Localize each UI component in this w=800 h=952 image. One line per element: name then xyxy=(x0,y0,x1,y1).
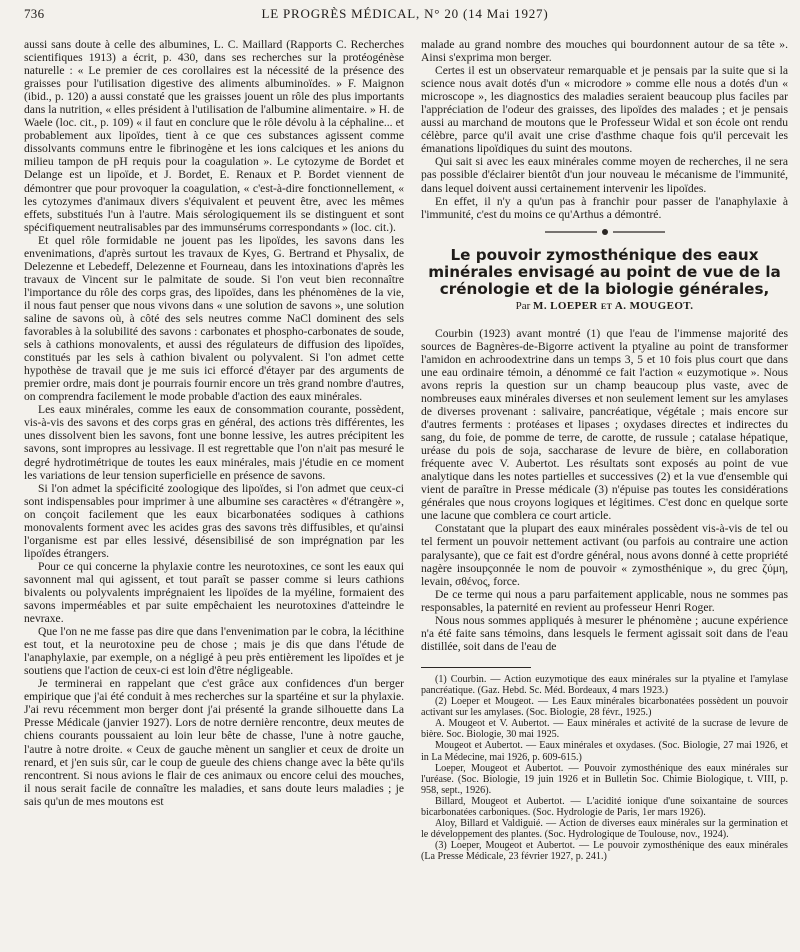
section-separator xyxy=(545,227,665,237)
footnote: (3) Loeper, Mougeot et Aubertot. — Le pouvoir zymosthénique des eaux minérales (La Presse Médicale, 23 février 1927, p. 241.) xyxy=(421,840,788,863)
page-number: 736 xyxy=(24,6,45,21)
article-title: Le pouvoir zymosthénique des eaux minérales envisagé au point de vue de la crénologie et de la biologie générales, xyxy=(428,245,781,298)
paragraph: Qui sait si avec les eaux minérales comme moyen de recherches, il ne sera pas possible d'éclairer bientôt d'un jour nouveau le mécanisme de l'immunité, dans lequel doivent aussi certainement intervenir les lipoïdes. xyxy=(421,155,788,195)
paragraph: Constatant que la plupart des eaux minérales possèdent vis-à-vis de tel ou tel ferment un pouvoir nettement activant (ou parfois au contraire une action paralysante), que ce fait est d'ordre général, nous avons donné à cette propriété nagère insoupçonnée le nom de pouvoir « zymosthénique », du grec ζύμη, levain, σθένος, force. xyxy=(421,522,788,588)
footnote: (2) Loeper et Mougeot. — Les Eaux minérales bicarbonatées possèdent un pouvoir activant sur les amylases. (Soc. Biologie, 28 févr., 1925.) xyxy=(421,696,788,719)
paragraph: Les eaux minérales, comme les eaux de consommation courante, possèdent, vis-à-vis des savons et des corps gras en général, des actions très différentes, les unes dissolvent bien les savons, font une bonne lessive, les autres précipitent les savons, sont impropres au lessivage. Il est regrettable que l'on n'ait pas mesuré le degré hydrotimétrique de toutes les eaux minérales, mais j'étudie en ce moment les variations de leur tension superficielle en présence de savons. xyxy=(24,403,404,482)
running-header xyxy=(24,4,786,22)
paragraph: Et quel rôle formidable ne jouent pas les lipoïdes, les savons dans les envenimations, d'après surtout les travaux de Kyes, G. Bertrand et Physalix, de Delezenne et Lebedeff, Delezenne et Fourneau, dans les intoxinations d'après les travaux de Vincent sur le palmitate de soude. Si l'on veut bien reconnaître l'importance du rôle des corps gras, des lipoïdes, dans les phénomènes de la vie, il nous faut penser que nous vivons dans « une solution de savons », une solution saline de savons où, à côté des sels neutres comme NaCl dominent des sels favorables à la solubilité des savons : carbonates et phospho-carbonates de soude, sels à cathions monovalents, et aussi des régulateurs de diffusion des lipoïdes, constitués par les sels à cathion bivalent ou polyvalent. Si l'on admet cette hypothèse de travail que je me suis ici efforcé d'étayer par des arguments de premier ordre, mais dont je pourrais fournir encore un très grand nombre d'autres, on comprendra facilement le mode probable d'action des eaux minérales. xyxy=(24,233,404,404)
byline-authors: M. LOEPER et A. MOUGEOT. xyxy=(533,299,694,312)
paragraph: Je terminerai en rappelant que c'est grâce aux confidences d'un berger empirique que j'ai été conduit à mes recherches sur la spartéine et sur la phylaxie. J'ai revu récemment mon berger dont j'ai présenté la grande silhouette dans La Presse Médicale (janvier 1927). Lors de notre dernière rencontre, deux meutes de chiens courants poussaient au loin leur bête de chasse, l'une à notre gauche, l'autre à notre droite. « Ceux de gauche mènent un sanglier et ceux de droite un renard, et j'en suis sûr, car le coup de gueule des chiens change avec la bête qu'ils rencontrent. Si nous avions le flair de ces animaux ou encore celui des mouches, il nous serait facile de connaître les maladies, et sans doute leurs maladies ; je sais qu'un de mes moutons est xyxy=(24,677,404,808)
paragraph: De ce terme qui nous a paru parfaitement applicable, nous ne sommes pas responsables, la paternité en revient au professeur Henri Roger. xyxy=(421,587,788,614)
footnote: Mougeot et Aubertot. — Eaux minérales et oxydases. (Soc. Biologie, 27 mai 1926, et in La Médecine, mai 1926, p. 609-615.) xyxy=(421,740,788,763)
paragraph: Si l'on admet la spécificité zoologique des lipoïdes, si l'on admet que ceux-ci sont indispensables pour imprimer à une albumine ses caractères « d'étrangère », on conçoit facilement que les eaux bicarbonatées sodiques à cathions monovalents forment avec les acides gras des savons très diffusibles, et qu'ainsi l'organisme est par elles lessivé, désensibilisé de son imprégnation par les lipoïdes étrangers. xyxy=(24,481,404,560)
footnote: Aloy, Billard et Valdiguié. — Action de diverses eaux minérales sur la germination et le développement des plantes. (Soc. Hydrologique de Toulouse, nov., 1924). xyxy=(421,818,788,841)
paragraph: aussi sans doute à celle des albumines, L. C. Maillard (Rapports C. Recherches scientifiques 1913) a écrit, p. 430, dans ses recherches sur la protéogénèse naturelle : « Le premier de ces corollaires est la nécessité de la présence des graisses pour l'utilisation digestive des aliments albuminoïdes. » F. Maignon (ibid., p. 120) a aussi constaté que les graisses jouent un rôle des plus importants dans la nutrition, « elles président à l'utilisation de l'albumine alimentaire. » H. de Waele (loc. cit., p. 109) « il faut en conclure que le rôle dévolu à la céphaline... et probablement aux lipoïdes, tient à ce que ces substances agissent comme dissolvants communs entre le fibrinogène et les ions calciques et les anions du milieu tampon de pH requis pour la coagulation ». Le cytozyme de Bordet et Delange est un lipoïde, et J. Bordet, E. Renaux et P. Bordet viennent de démontrer que pour provoquer la coagulation, « c'est-à-dire fonctionnellement, « les cytozymes d'animaux divers s'équivalent et peuvent être, avec les mêmes effets, substitués l'un à l'autre. Mais sérologiquement ils se distinguent et sont spécifiquement neutralisables par des immunsérums correspondants » (loc. cit.). xyxy=(24,38,404,234)
paragraph: En effet, il n'y a qu'un pas à franchir pour passer de l'anaphylaxie à l'immunité, c'est du moins ce qu'Arthus a démontré. xyxy=(421,194,788,221)
paragraph: Certes il est un observateur remarquable et je pensais par la suite que si la science nous avait dotés d'un « microdore » comme elle nous a dotés d'un « microscope », les diagnostics des maladies seraient beaucoup plus faciles par l'appréciation de l'odeur des graisses, des lipoïdes des malades ; et je pensais aussi au marchand de moutons que le Professeur Widal et son école ont rendu célèbre, parce qu'il avait une crise d'asthme chaque fois qu'il percevait les émanations lipoïdiques du suint des moutons. xyxy=(421,64,788,156)
journal-title: LE PROGRÈS MÉDICAL, N° 20 (14 Mai 1927) xyxy=(261,6,549,21)
footnote: (1) Courbin. — Action euzymotique des eaux minérales sur la ptyaline et l'amylase pancréatique. (Gaz. Hebd. Sc. Méd. Bordeaux, 4 mars 1923.) xyxy=(421,673,788,696)
article-byline xyxy=(421,300,788,313)
byline-prefix: Par xyxy=(515,299,531,312)
footnote: Billard, Mougeot et Aubertot. — L'acidité ionique d'une soixantaine de sources bicarbonatées carboniques. (Soc. Hydrologie de Paris, 1er mars 1926). xyxy=(421,795,788,818)
paragraph: Que l'on ne me fasse pas dire que dans l'envenimation par le cobra, la lécithine est tout, et la neurotoxine peu de chose ; mais je dis que dans l'étude de l'anaphylaxie, par exemple, on a négligé à peu près entièrement les lipoïdes et je soutiens que l'action de ceux-ci est loin d'être négligeable. xyxy=(24,625,404,678)
footnote-rule xyxy=(421,667,531,668)
paragraph: malade au grand nombre des mouches qui bourdonnent autour de sa tête ». Ainsi s'exprima mon berger. xyxy=(421,38,788,65)
paragraph: Pour ce qui concerne la phylaxie contre les neurotoxines, ce sont les eaux qui savonnent mal qui agissent, et tout paraît se passer comme si leurs cathions bivalents ou polyvalents imprégnaient les lipoïdes de la myéline, formaient des savons imperméables et par suite empêchaient les neurotoxines d'atteindre le nevraxe. xyxy=(24,559,404,626)
left-column xyxy=(24,38,404,938)
paragraph: Courbin (1923) avant montré (1) que l'eau de l'immense majorité des sources de Bagnères-de-Bigorre activent la ptyaline au point de transformer l'amidon en achroodextrine dans un temps 3, 5 et 10 fois plus court que dans une eau ordinaire témoin, a dénommé ce fait l'action « euzymotique ». Nous avons repris la question sur un champ beaucoup plus vaste, avec de nombreuses eaux minérales diverses et non seulement lement sur les amylases de diverses provenant : salivaire, pancréatique, végétale ; mais encore sur d'autres ferments : protéases et lipases ; oxydases directes et indirectes du sang, du foie, de pomme de terre, de carotte, de russule ; catalase hépatique, uréase du pois de soja, saccharase de levure de bière, en collaboration fréquente avec V. Aubertot. Les résultats sont exposés au point de vue analytique dans les notes partielles et successives (2) et la vue d'ensemble qui vient de paraître in Presse médicale (3) n'épuise pas toutes les considérations générales que nous croyons logiques et légitimes. C'est donc en quelque sorte une lacune que comblera ce court article. xyxy=(421,326,788,523)
right-column xyxy=(421,38,788,938)
paragraph: Nous nous sommes appliqués à mesurer le phénomène ; aucune expérience n'a été faite sans témoins, dans lesquels le ferment agissait soit dans de l'eau distillée, soit dans de l'eau de xyxy=(421,613,788,653)
footnotes xyxy=(421,674,788,863)
footnote: A. Mougeot et V. Aubertot. — Eaux minérales et activité de la sucrase de levure de bière. Soc. Biologie, 30 mai 1925. xyxy=(421,718,788,741)
footnote: Loeper, Mougeot et Aubertot. — Pouvoir zymosthénique des eaux minérales sur l'uréase. (Soc. Biologie, 19 juin 1926 et in Bulletin Soc. Chimie Biologique, t. VIII, p. 958, sept., 1926). xyxy=(421,762,788,796)
